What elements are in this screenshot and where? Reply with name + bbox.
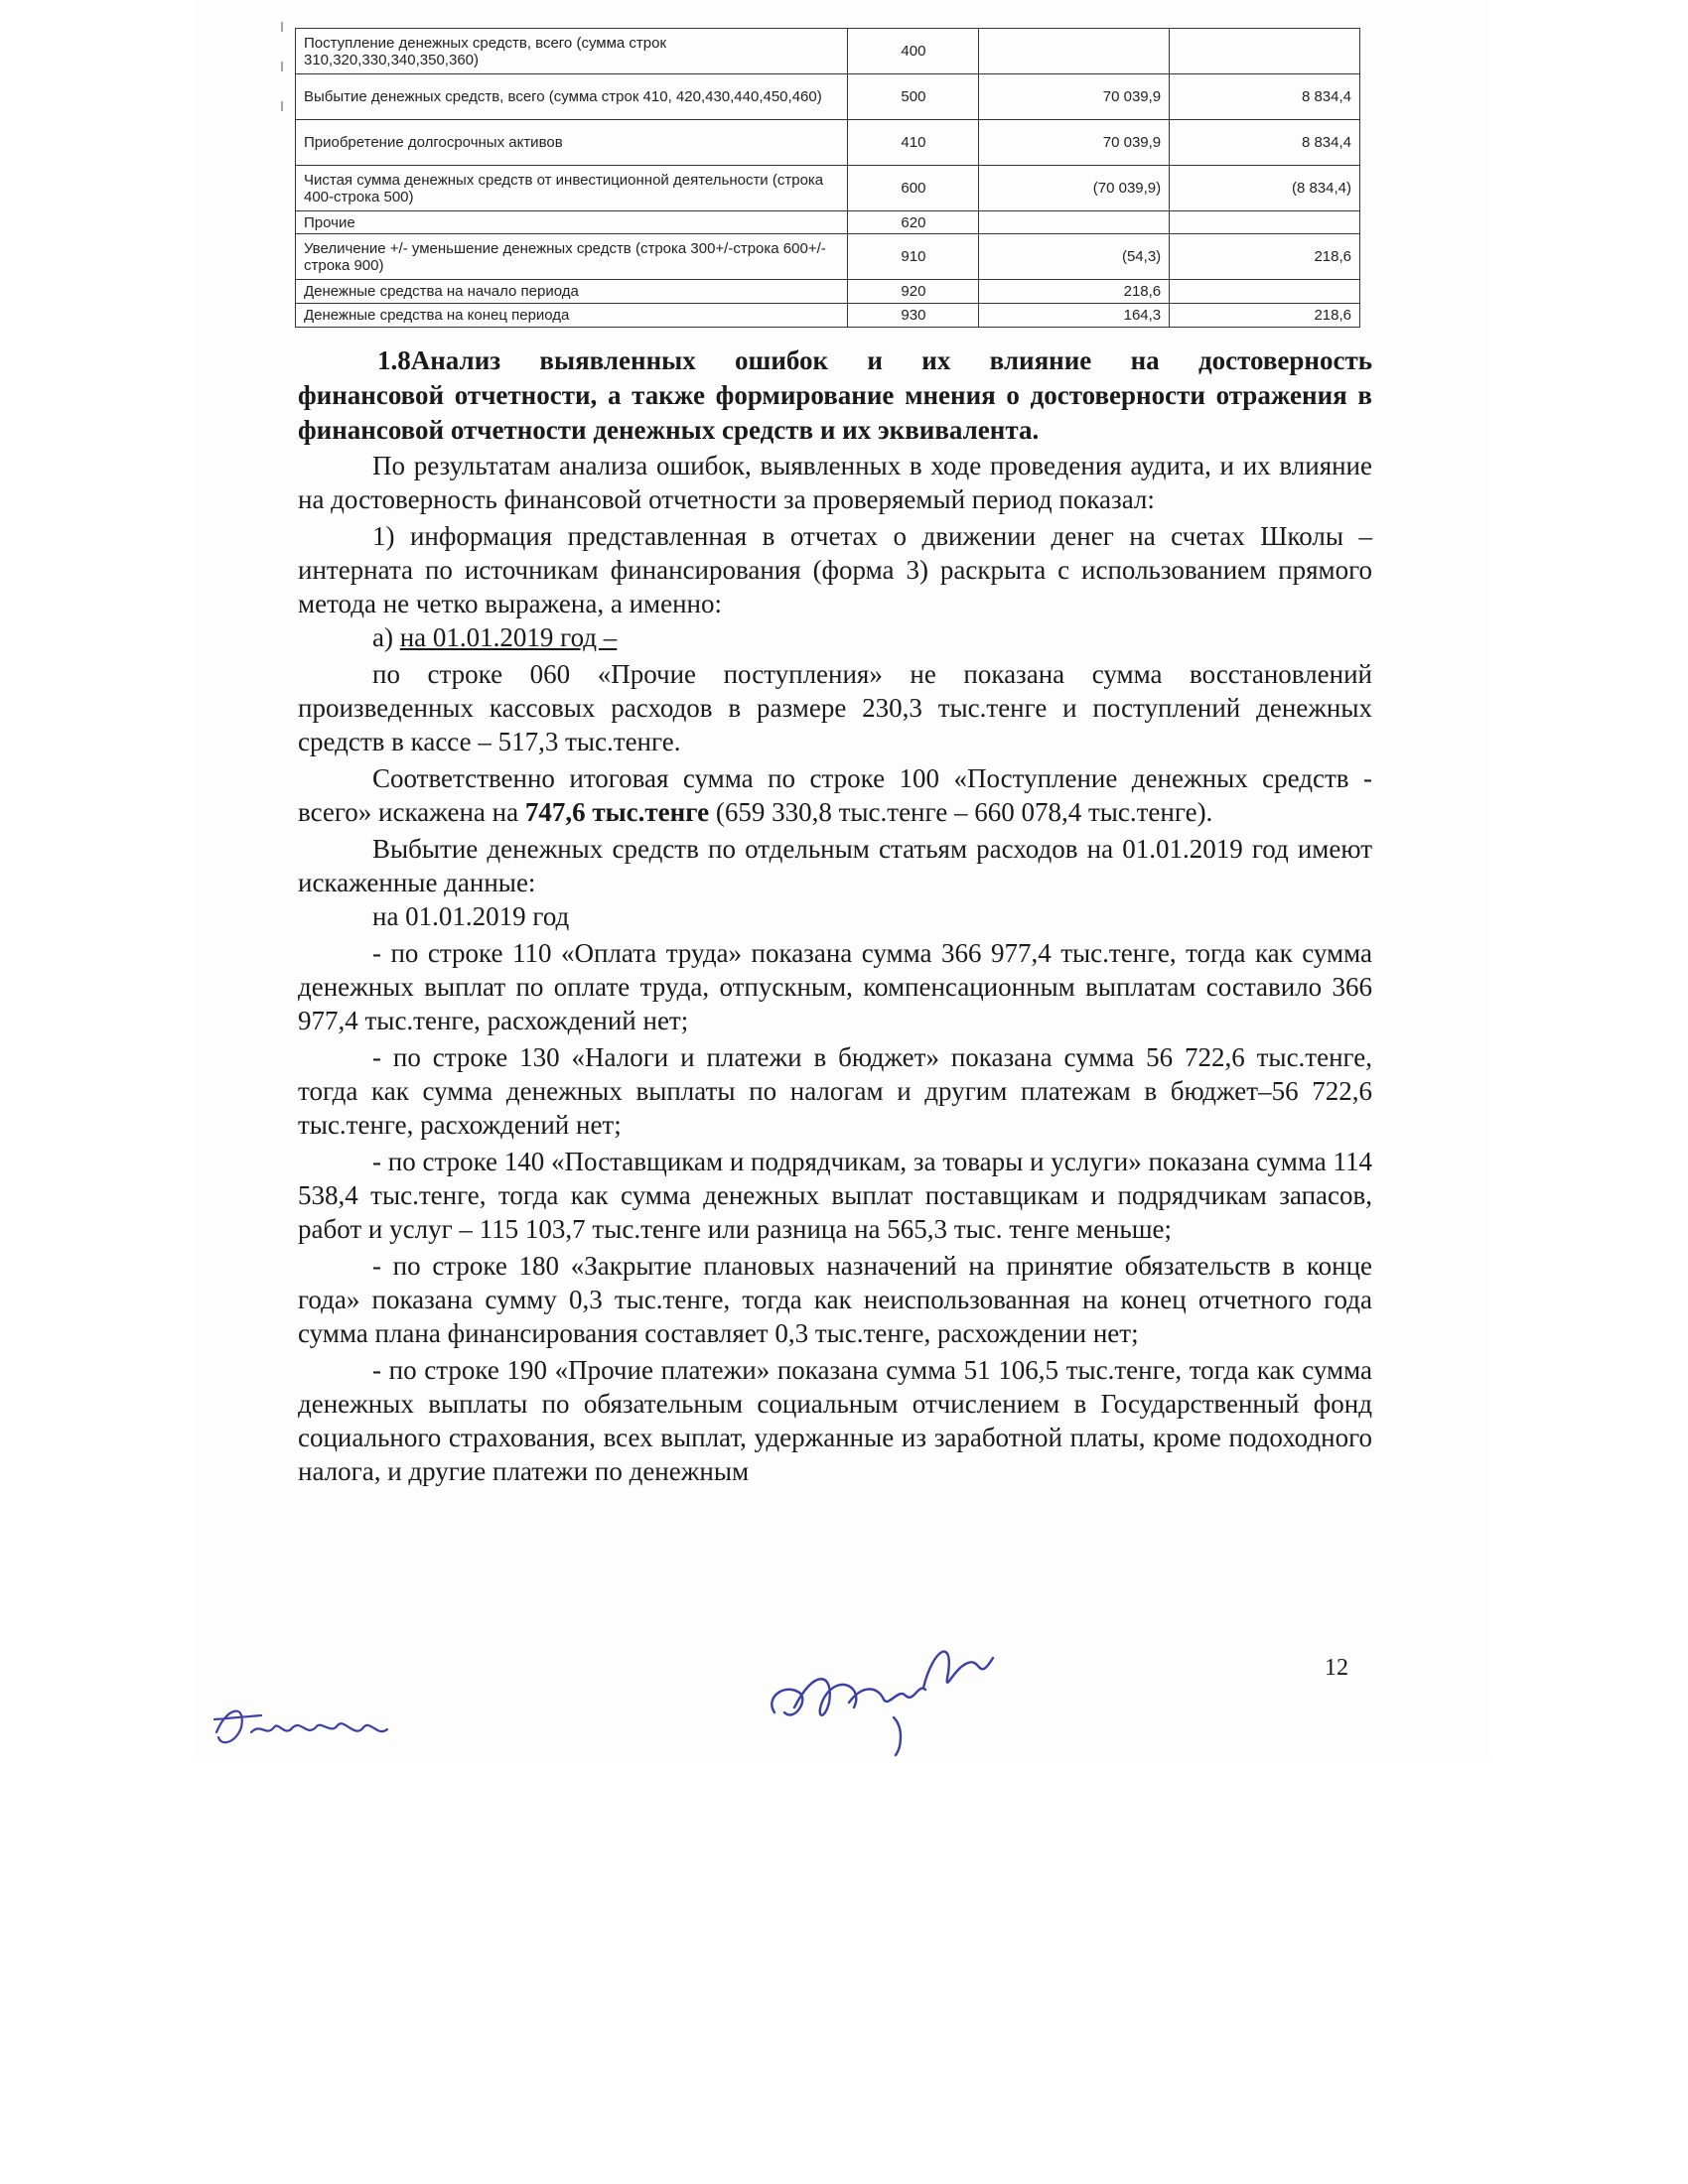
row-value-current: (70 039,9) [979, 166, 1170, 211]
line-100-text: Соответственно итоговая сумма по строке 100 «Поступление денежных средств - всего» искажена на [298, 763, 1372, 827]
handwritten-signature-left [207, 1678, 405, 1757]
scan-edge-mark [280, 22, 284, 171]
row-name: Выбытие денежных средств, всего (сумма строк 410, 420,430,440,450,460) [296, 74, 848, 120]
paragraph-line-130: - по строке 130 «Налоги и платежи в бюджет» показана сумма 56 722,6 тыс.тенге, тогда как сумма денежных выплаты по налогам и другим платежам в бюджет–56 722,6 тыс.тенге, расхождений нет; [298, 1042, 1372, 1140]
row-name: Денежные средства на конец периода [296, 304, 848, 328]
paragraph-line-140: - по строке 140 «Поставщикам и подрядчикам, за товары и услуги» показана сумма 114 538,4 тыс.тенге, тогда как сумма денежных выплат поставщикам и подрядчикам запасов, работ и услуг – 115 103,7 тыс.тенге или разница на 565,3 тыс. тенге меньше; [298, 1147, 1372, 1244]
paragraph-intro: По результатам анализа ошибок, выявленных в ходе проведения аудита, и их влияние на достоверность финансовой отчетности за проверяемый период показал: [298, 451, 1372, 514]
row-code: 600 [848, 166, 979, 211]
row-value-previous: 8 834,4 [1170, 120, 1360, 166]
cash-flow-table [295, 28, 1360, 328]
row-name: Приобретение долгосрочных активов [296, 120, 848, 166]
row-name: Поступление денежных средств, всего (сумма строк 310,320,330,340,350,360) [296, 29, 848, 74]
date-underlined: на 01.01.2019 год – [399, 622, 618, 652]
table-row [296, 74, 1360, 120]
paragraph-line-060: по строке 060 «Прочие поступления» не показана сумма восстановлений произведенных кассовых расходов в размере 230,3 тыс.тенге и поступлений денежных средств в кассе – 517,3 тыс.тенге. [298, 659, 1372, 756]
line-100-text-end: (659 330,8 тыс.тенге – 660 078,4 тыс.тенге). [709, 797, 1213, 827]
row-code: 920 [848, 280, 979, 304]
paragraph-line-180: - по строке 180 «Закрытие плановых назначений на принятие обязательств в конце года» показана сумму 0,3 тыс.тенге, тогда как неиспользованная на конец отчетного года сумма плана финансирования составляет 0,3 тыс.тенге, расхождении нет; [298, 1251, 1372, 1348]
row-value-previous [1170, 211, 1360, 234]
row-name: Увеличение +/- уменьшение денежных средств (строка 300+/-строка 600+/-строка 900) [296, 234, 848, 280]
body-text [298, 449, 1372, 1488]
row-value-previous [1170, 280, 1360, 304]
row-name: Денежные средства на начало периода [296, 280, 848, 304]
paragraph-line-190: - по строке 190 «Прочие платежи» показана сумма 51 106,5 тыс.тенге, тогда как сумма денежных выплаты по обязательным социальным отчислением в Государственный фонд социального страхования, всех выплат, удержанные из заработной платы, кроме подоходного налога, и другие платежи по денежным [298, 1355, 1372, 1486]
heading-rest: финансовой отчетности, а также формирование мнения о достоверности отражения в финансовой отчетности денежных средств и их эквивалента. [298, 380, 1372, 445]
paragraph-item-1: 1) информация представленная в отчетах о движении денег на счетах Школы – интерната по источникам финансирования (форма 3) раскрыта с использованием прямого метода не четко выражена, а именно: [298, 521, 1372, 618]
row-code: 930 [848, 304, 979, 328]
table-row [296, 120, 1360, 166]
row-value-current: 164,3 [979, 304, 1170, 328]
row-name: Чистая сумма денежных средств от инвестиционной деятельности (строка 400-строка 500) [296, 166, 848, 211]
paragraph-date-a [298, 620, 1372, 654]
handwritten-signature-center [755, 1628, 1013, 1757]
table-row [296, 280, 1360, 304]
table-row [296, 211, 1360, 234]
row-value-current: (54,3) [979, 234, 1170, 280]
row-value-current: 70 039,9 [979, 74, 1170, 120]
paragraph-line-110: - по строке 110 «Оплата труда» показана сумма 366 977,4 тыс.тенге, тогда как сумма денежных выплат по оплате труда, отпускным, компенсационным выплатам составило 366 977,4 тыс.тенге, расхождений нет; [298, 938, 1372, 1035]
row-code: 620 [848, 211, 979, 234]
line-100-amount: 747,6 тыс.тенге [524, 797, 710, 827]
table-row [296, 29, 1360, 74]
row-value-current: 218,6 [979, 280, 1170, 304]
table-row [296, 304, 1360, 328]
row-value-current: 70 039,9 [979, 120, 1170, 166]
row-value-current [979, 211, 1170, 234]
row-value-previous [1170, 29, 1360, 74]
row-value-previous: 8 834,4 [1170, 74, 1360, 120]
row-value-previous: (8 834,4) [1170, 166, 1360, 211]
date-prefix: а) [372, 622, 400, 652]
row-code: 500 [848, 74, 979, 120]
table-row [296, 166, 1360, 211]
row-value-previous: 218,6 [1170, 234, 1360, 280]
page-number: 12 [1325, 1655, 1348, 1681]
row-value-previous: 218,6 [1170, 304, 1360, 328]
row-name: Прочие [296, 211, 848, 234]
paragraph-line-100 [298, 761, 1372, 829]
table-row [296, 234, 1360, 280]
heading-line-1: 1.8Анализ выявленных ошибок и их влияние на достоверность [377, 345, 1372, 375]
paragraph-date: на 01.01.2019 год [372, 901, 570, 931]
section-heading [298, 343, 1372, 448]
row-code: 910 [848, 234, 979, 280]
row-code: 410 [848, 120, 979, 166]
row-code: 400 [848, 29, 979, 74]
paragraph-outflow: Выбытие денежных средств по отдельным статьям расходов на 01.01.2019 год имеют искаженные данные: [298, 834, 1372, 897]
row-value-current [979, 29, 1170, 74]
